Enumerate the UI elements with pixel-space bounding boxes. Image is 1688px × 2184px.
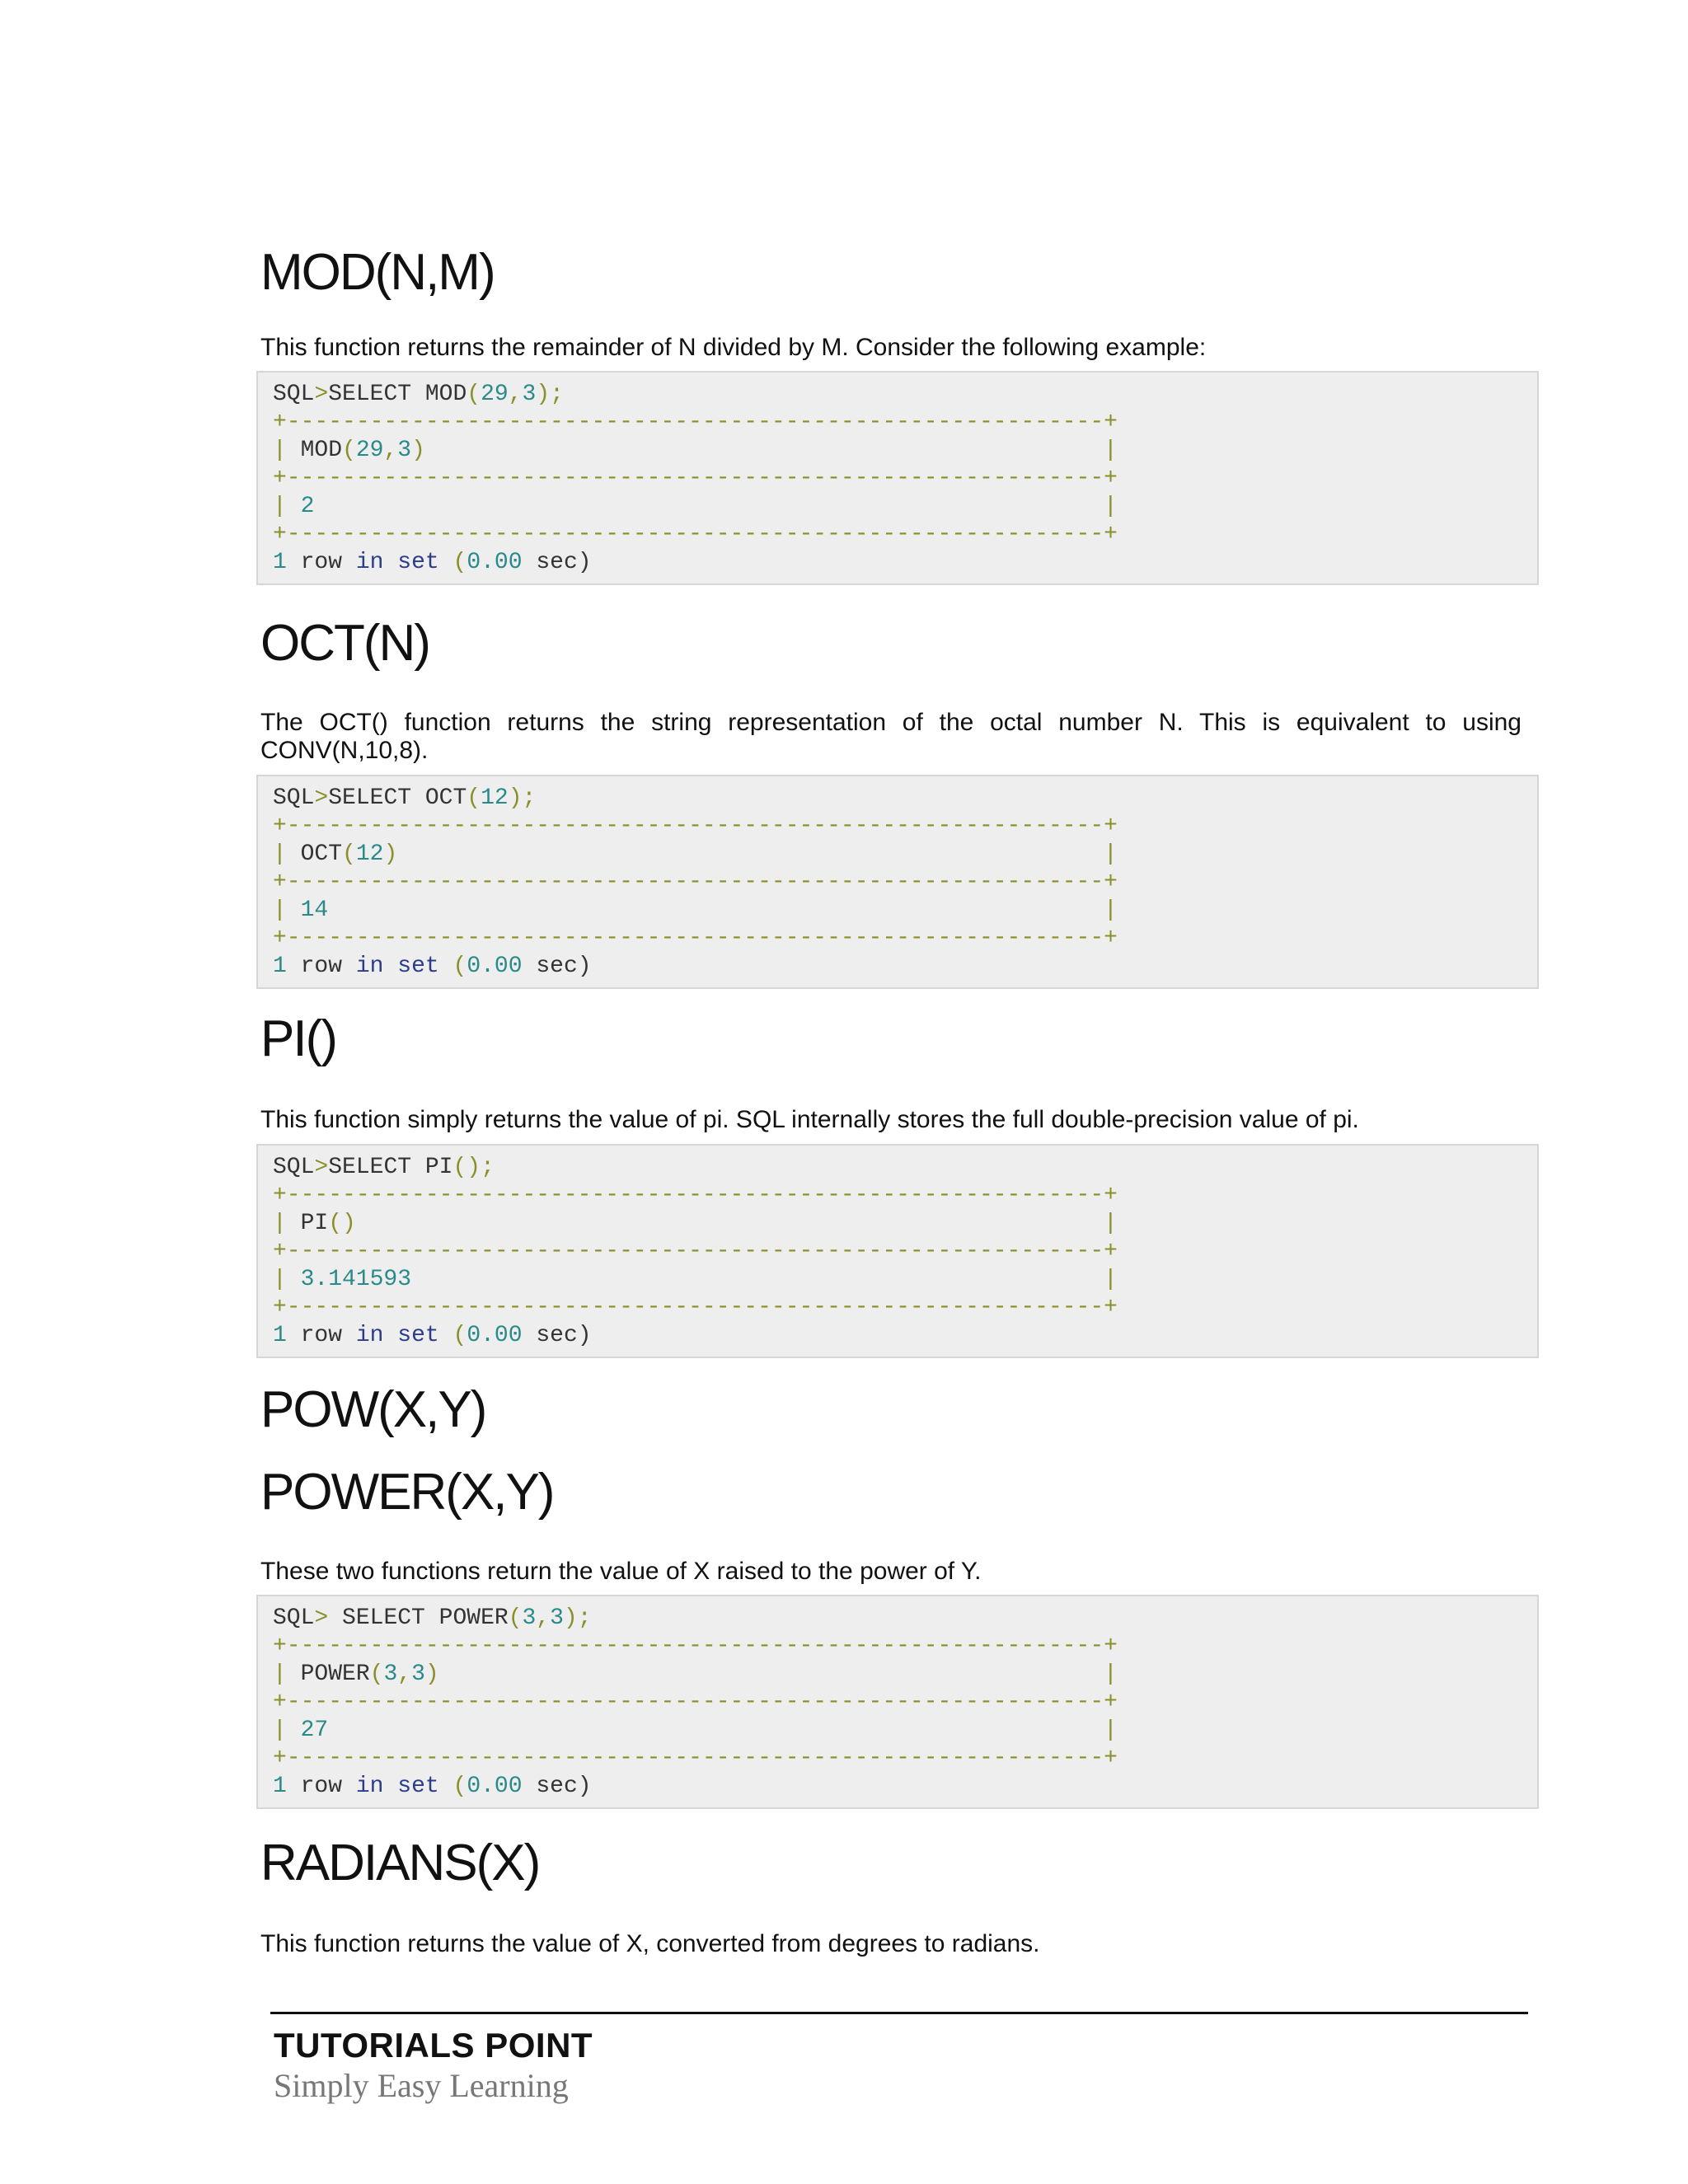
row-label: row [300, 550, 343, 575]
sql-prompt: SQL [273, 1605, 315, 1631]
paren-close: ) [467, 1155, 481, 1180]
table-result-row [273, 1717, 1522, 1745]
table-border-mid: +-----------------------------------------------------------+ [273, 869, 1118, 895]
section-description: This function returns the remainder of N divided by M. Consider the following example: [260, 334, 1207, 361]
cell-content [301, 1210, 1104, 1238]
prompt-symbol: > [314, 1155, 329, 1180]
in-keyword: in [355, 1323, 384, 1348]
cell-content [301, 1661, 1104, 1689]
section-title: OCT(N) [260, 615, 429, 672]
section-title-secondary: POWER(X,Y) [260, 1464, 554, 1521]
paren-open: ( [467, 785, 481, 811]
paren-open: ( [369, 1661, 384, 1687]
query-keyword: SELECT PI [328, 1155, 453, 1180]
table-border-top: +-----------------------------------------------------------+ [273, 410, 1118, 435]
code-block [256, 371, 1539, 585]
row-label: row [300, 1774, 343, 1799]
paren-open: ( [508, 1605, 523, 1631]
code-query-line [273, 381, 1522, 409]
table-border-top: +-----------------------------------------------------------+ [273, 1633, 1118, 1659]
section-description: The OCT() function returns the string representation of the octal number N. This is equivalent to using CONV(N,10,8). [260, 709, 1522, 764]
code-block [256, 1595, 1539, 1809]
row-count: 1 [273, 954, 287, 979]
code-block [256, 775, 1539, 989]
paren-close: ) [536, 382, 551, 407]
cell-content [301, 841, 1104, 869]
paren-open: ( [467, 382, 481, 407]
cell-border: | [273, 1211, 301, 1236]
cell-border: | [273, 841, 301, 867]
row-label: row [300, 954, 343, 979]
query-keyword: SELECT POWER [328, 1605, 509, 1631]
exec-time: 0.00 [467, 954, 523, 979]
time-unit: sec [536, 550, 578, 575]
table-header-row [273, 1210, 1522, 1238]
code-query-line [273, 1605, 1522, 1633]
column-header: OCT [300, 841, 343, 867]
in-keyword: in [355, 550, 384, 575]
table-border-top: +-----------------------------------------------------------+ [273, 1183, 1118, 1208]
column-header: PI [300, 1211, 329, 1236]
cell-border: | [273, 438, 301, 463]
cell-border: | [273, 1267, 301, 1292]
table-result-row [273, 897, 1522, 925]
paren-close: ) [577, 1774, 592, 1799]
code-block [256, 1144, 1539, 1358]
cell-content [301, 897, 1104, 925]
section-description: This function returns the value of X, converted from degrees to radians. [260, 1930, 1040, 1957]
row-count: 1 [273, 1323, 287, 1348]
section-title: MOD(N,M) [260, 244, 495, 301]
cell-content [301, 437, 1104, 465]
exec-time: 0.00 [467, 1774, 523, 1799]
paren-open: ( [342, 438, 356, 463]
header-arg: 29 [355, 438, 384, 463]
cell-content [301, 493, 1104, 521]
footer-tagline: Simply Easy Learning [274, 2067, 569, 2104]
arg-separator: , [536, 1605, 551, 1631]
code-footer-line [273, 953, 1522, 981]
semicolon: ; [481, 1155, 495, 1180]
table-header-row [273, 841, 1522, 869]
table-header-row [273, 1661, 1522, 1689]
table-header-row [273, 437, 1522, 465]
paren-open: ( [342, 841, 356, 867]
arg-separator: , [383, 438, 398, 463]
cell-border: | [1104, 438, 1118, 463]
cell-border: | [1104, 1718, 1118, 1743]
table-border-mid: +-----------------------------------------------------------+ [273, 466, 1118, 491]
row-count: 1 [273, 1774, 287, 1799]
semicolon: ; [577, 1605, 592, 1631]
query-arg: 3 [550, 1605, 564, 1631]
code-footer-line [273, 1773, 1522, 1801]
time-unit: sec [536, 1323, 578, 1348]
in-keyword: in [355, 954, 384, 979]
paren-close: ) [383, 841, 398, 867]
row-count: 1 [273, 550, 287, 575]
code-footer-line [273, 549, 1522, 577]
header-arg: 3 [397, 438, 412, 463]
header-arg: 12 [355, 841, 384, 867]
table-border-mid: +-----------------------------------------------------------+ [273, 1690, 1118, 1715]
paren-open: ( [452, 550, 467, 575]
cell-border: | [1104, 841, 1118, 867]
set-keyword: set [397, 954, 439, 979]
column-header: MOD [300, 438, 343, 463]
table-border-bottom: +-----------------------------------------------------------+ [273, 522, 1118, 547]
section-title: RADIANS(X) [260, 1835, 540, 1891]
header-arg: 3 [411, 1661, 425, 1687]
exec-time: 0.00 [467, 1323, 523, 1348]
paren-open: ( [452, 954, 467, 979]
paren-close: ) [563, 1605, 578, 1631]
paren-close: ) [508, 785, 523, 811]
section-title: PI() [260, 1010, 336, 1067]
exec-time: 0.00 [467, 550, 523, 575]
result-value: 2 [300, 494, 315, 519]
query-arg: 12 [481, 785, 509, 811]
table-border-bottom: +-----------------------------------------------------------+ [273, 1746, 1118, 1771]
paren-open: ( [328, 1211, 343, 1236]
prompt-symbol: > [314, 382, 329, 407]
cell-content [301, 1266, 1104, 1294]
paren-close: ) [577, 550, 592, 575]
table-result-row [273, 493, 1522, 521]
paren-open: ( [452, 1774, 467, 1799]
result-value: 3.141593 [300, 1267, 412, 1292]
section-description: These two functions return the value of X raised to the power of Y. [260, 1558, 982, 1585]
code-query-line [273, 1154, 1522, 1182]
semicolon: ; [522, 785, 537, 811]
table-border-top: +-----------------------------------------------------------+ [273, 813, 1118, 839]
query-keyword: SELECT OCT [328, 785, 467, 811]
paren-close: ) [577, 1323, 592, 1348]
row-label: row [300, 1323, 343, 1348]
prompt-symbol: > [314, 785, 329, 811]
cell-border: | [1104, 898, 1118, 923]
code-query-line [273, 785, 1522, 813]
query-keyword: SELECT MOD [328, 382, 467, 407]
cell-border: | [273, 1661, 301, 1687]
table-border-bottom: +-----------------------------------------------------------+ [273, 926, 1118, 951]
arg-separator: , [397, 1661, 412, 1687]
query-arg: 29 [481, 382, 509, 407]
table-border-bottom: +-----------------------------------------------------------+ [273, 1295, 1118, 1320]
paren-close: ) [577, 954, 592, 979]
paren-open: ( [452, 1323, 467, 1348]
set-keyword: set [397, 550, 439, 575]
semicolon: ; [550, 382, 564, 407]
sql-prompt: SQL [273, 1155, 315, 1180]
footer-divider [270, 2012, 1528, 2014]
table-border-mid: +-----------------------------------------------------------+ [273, 1239, 1118, 1264]
result-value: 27 [300, 1718, 329, 1743]
header-arg: 3 [383, 1661, 398, 1687]
cell-border: | [1104, 1211, 1118, 1236]
prompt-symbol: > [314, 1605, 329, 1631]
time-unit: sec [536, 954, 578, 979]
table-result-row [273, 1266, 1522, 1294]
cell-border: | [1104, 494, 1118, 519]
cell-border: | [273, 898, 301, 923]
code-footer-line [273, 1322, 1522, 1350]
in-keyword: in [355, 1774, 384, 1799]
cell-border: | [273, 494, 301, 519]
arg-separator: , [508, 382, 523, 407]
footer-brand: TUTORIALS POINT [274, 2026, 593, 2064]
set-keyword: set [397, 1774, 439, 1799]
result-value: 14 [300, 898, 329, 923]
cell-content [301, 1717, 1104, 1745]
section-description: This function simply returns the value of pi. SQL internally stores the full double-precision value of pi. [260, 1106, 1359, 1133]
cell-border: | [1104, 1661, 1118, 1687]
section-title: POW(X,Y) [260, 1381, 486, 1438]
sql-prompt: SQL [273, 785, 315, 811]
column-header: POWER [300, 1661, 370, 1687]
cell-border: | [273, 1718, 301, 1743]
set-keyword: set [397, 1323, 439, 1348]
paren-open: ( [452, 1155, 467, 1180]
paren-close: ) [424, 1661, 439, 1687]
sql-prompt: SQL [273, 382, 315, 407]
query-arg: 3 [522, 382, 537, 407]
time-unit: sec [536, 1774, 578, 1799]
cell-border: | [1104, 1267, 1118, 1292]
query-arg: 3 [522, 1605, 537, 1631]
paren-close: ) [411, 438, 425, 463]
paren-close: ) [342, 1211, 356, 1236]
